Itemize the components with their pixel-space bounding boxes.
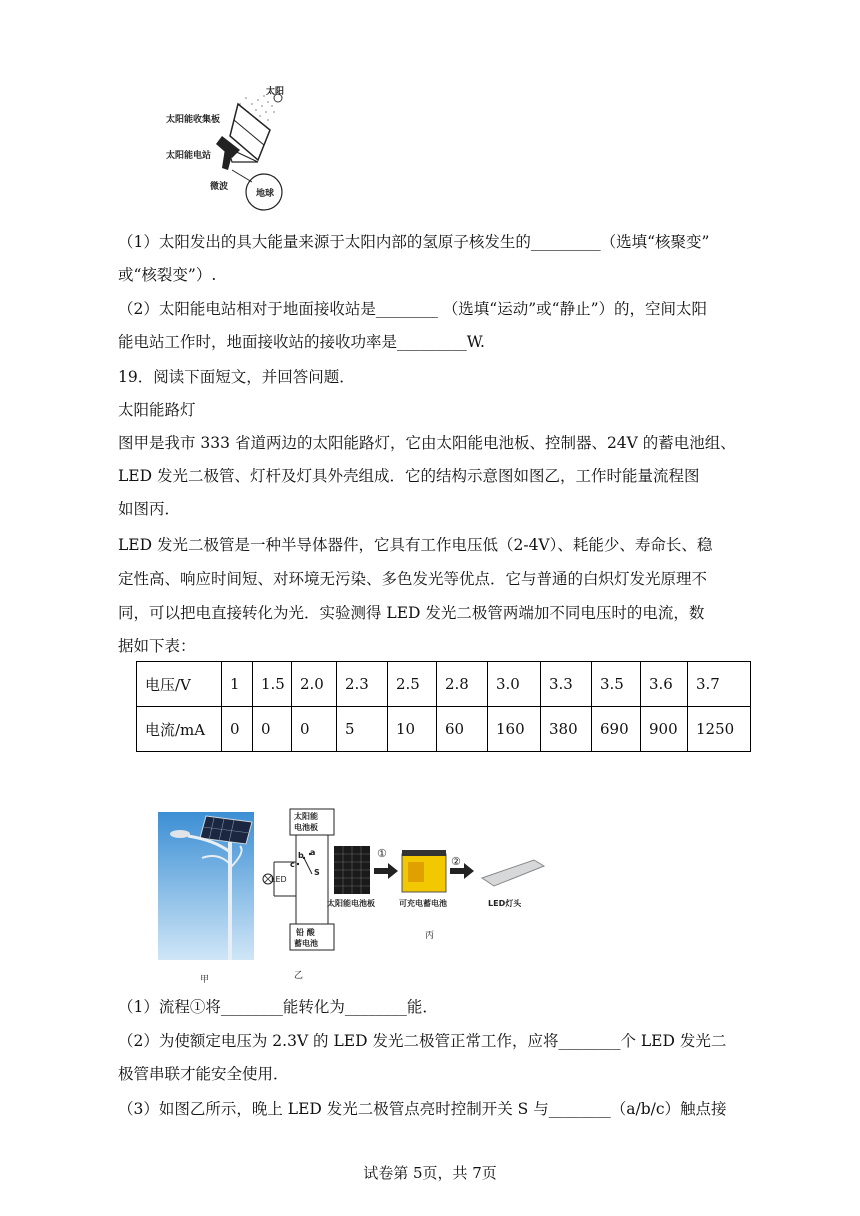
q19-para1-line3: 如图丙． [118,500,181,518]
table-cell: 1 [222,662,253,707]
label-led: LED [271,875,287,884]
label-jia: 甲 [200,975,210,985]
q18-2-line2: 能电站工作时，地面接收站的接收功率是_________W. [118,333,485,351]
arrow-1-icon [374,863,398,879]
label-microwave: 微波 [210,182,229,192]
label-panel-box-2: 电池板 [294,823,318,832]
table-cell: 3.6 [641,662,688,707]
label-battery-box-1: 铅 酸 [296,928,315,937]
q19-1: （1）流程①将________能转化为________能． [118,998,438,1016]
switch-s [304,858,312,874]
energy-flow-diagram [330,840,550,900]
table-cell: 1250 [688,707,751,752]
street-lamp-photo [158,812,254,960]
table-cell: 0 [253,707,292,752]
table-row-current [137,707,751,752]
q19-para2-line1: LED 发光二极管是一种半导体器件，它具有工作电压低（2-4V）、耗能少、寿命长、稳 [118,536,713,554]
label-bing: 丙 [425,931,435,941]
label-battery-box-2: 蓄电池 [294,939,318,948]
table-cell: 2.3 [337,662,388,707]
label-switch-b: b [298,851,304,860]
q19-para2-line4: 据如下表： [118,637,196,655]
label-cap-battery: 可充电蓄电池 [399,899,447,908]
table-cell: 690 [592,707,641,752]
table-cell: 3.7 [688,662,751,707]
table-cell: 3.5 [592,662,641,707]
table-cell: 900 [641,707,688,752]
label-switch-s: S [314,868,320,877]
table-header-voltage: 电压/V [137,662,222,707]
label-switch-c: c [290,860,295,869]
label-yi: 乙 [294,971,304,981]
q19-para2-line3: 同，可以把电直接转化为光．实验测得 LED 发光二极管两端加不同电压时的电流，数 [118,604,705,622]
table-cell: 3.0 [488,662,541,707]
label-switch-a: a [310,848,316,857]
label-cap-panel: 太阳能电池板 [327,899,375,908]
table-cell: 0 [292,707,337,752]
q19-para2-line2: 定性高、响应时间短、对环境无污染、多色发光等优点．它与普通的白炽灯发光原理不 [118,570,708,588]
q19-heading: 19．阅读下面短文，并回答问题． [118,368,355,386]
q18-1-line2: 或“核裂变”）. [118,266,217,284]
q19-3: （3）如图乙所示，晚上 LED 发光二极管点亮时控制开关 S 与________（a/b/c）触点接 [118,1100,727,1118]
table-cell: 380 [541,707,592,752]
table-cell: 3.3 [541,662,592,707]
label-collector: 太阳能收集板 [166,115,221,125]
table-row-voltage [137,662,751,707]
page-footer: 试卷第 5页，共 7页 [363,1164,497,1182]
q18-1-line1: （1）太阳发出的具大能量来源于太阳内部的氢原子核发生的_________（选填“核聚变” [118,233,710,251]
table-cell: 2.8 [437,662,488,707]
label-step-1: ① [377,847,387,860]
table-cell: 2.0 [292,662,337,707]
solar-station-figure [160,78,300,214]
table-header-current: 电流/mA [137,707,222,752]
q19-2-line1: （2）为使额定电压为 2.3V 的 LED 发光二极管正常工作，应将________个 LED 发光二 [118,1032,727,1050]
table-cell: 0 [222,707,253,752]
label-earth: 地球 [256,189,275,199]
label-station: 太阳能电站 [166,151,212,161]
table-cell: 160 [488,707,541,752]
q19-para1-line1: 图甲是我市 333 省道两边的太阳能路灯，它由太阳能电池板、控制器、24V 的蓄电池组、 [118,434,736,452]
q18-2-line1: （2）太阳能电站相对于地面接收站是________ （选填“运动”或“静止”）的，空间太阳 [118,300,707,318]
led-head-image [482,860,544,886]
led-data-table [136,661,751,752]
table-cell: 10 [388,707,437,752]
label-sun: 太阳 [266,87,285,97]
label-cap-lamp: LED灯头 [488,899,522,908]
table-cell: 2.5 [388,662,437,707]
table-cell: 5 [337,707,388,752]
table-cell: 1.5 [253,662,292,707]
table-cell: 60 [437,707,488,752]
q19-title: 太阳能路灯 [118,401,196,419]
q19-2-line2: 极管串联才能安全使用． [118,1065,289,1083]
label-panel-box-1: 太阳能 [294,812,318,821]
label-step-2: ② [451,855,461,868]
q19-para1-line2: LED 发光二极管、灯杆及灯具外壳组成．它的结构示意图如图乙，工作时能量流程图 [118,467,700,485]
